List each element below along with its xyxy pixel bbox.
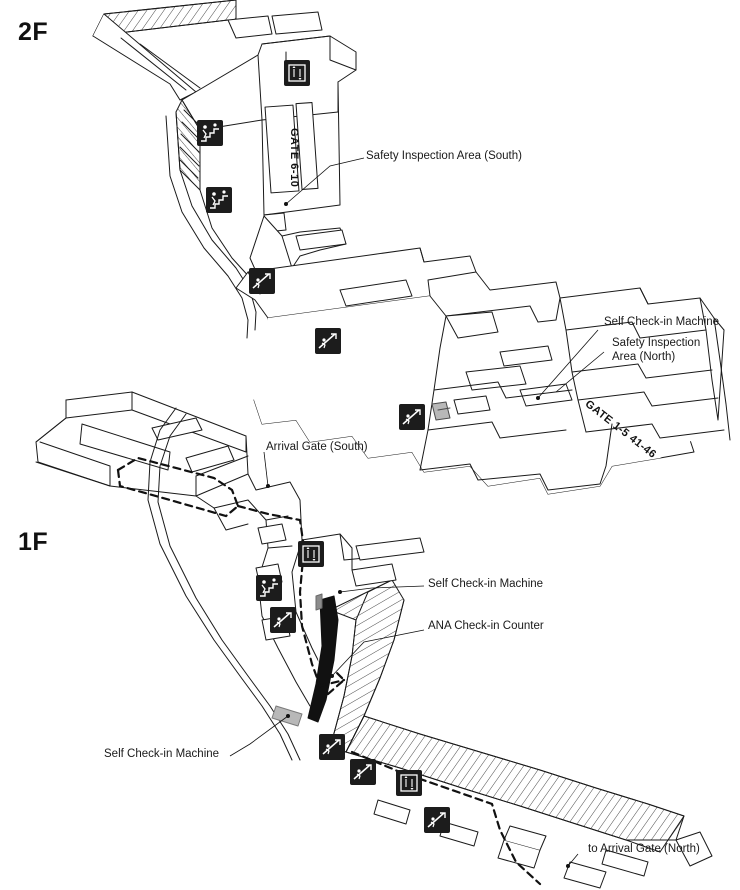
escalator-icon[interactable]: [270, 607, 296, 633]
callout-ana-checkin-counter: ANA Check-in Counter: [428, 620, 544, 632]
callout-self-checkin-1f-a: Self Check-in Machine: [428, 578, 544, 590]
elevator-icon[interactable]: [298, 541, 324, 567]
escalator-icon[interactable]: [319, 734, 345, 760]
escalator-icon[interactable]: [399, 404, 425, 430]
escalator-icon[interactable]: [315, 328, 341, 354]
callout-safety-inspection-south: Safety Inspection Area (South): [366, 150, 522, 162]
escalator-icon[interactable]: [249, 268, 275, 294]
elevator-icon[interactable]: [396, 770, 422, 796]
callout-arrival-gate-south: Arrival Gate (South): [266, 441, 368, 453]
gate-label-1-5-41-46: GATE 1-5 41-46: [582, 398, 659, 461]
callout-self-checkin-1f-b: Self Check-in Machine: [104, 748, 220, 760]
elevator-icon[interactable]: [284, 60, 310, 86]
floor-label-2f: 2F: [18, 18, 49, 46]
callout-safety-inspection-north: Safety Inspection Area (North): [612, 337, 701, 363]
stairs-icon[interactable]: [256, 575, 282, 601]
callout-self-checkin-2f: Self Check-in Machine: [604, 316, 720, 328]
stairs-icon[interactable]: [206, 187, 232, 213]
escalator-icon[interactable]: [350, 759, 376, 785]
floor-label-1f: 1F: [18, 528, 49, 556]
stairs-icon[interactable]: [197, 120, 223, 146]
callout-arrival-gate-north: to Arrival Gate (North): [588, 843, 700, 855]
escalator-icon[interactable]: [424, 807, 450, 833]
gate-label-6-10: GATE 6-10: [288, 128, 300, 188]
